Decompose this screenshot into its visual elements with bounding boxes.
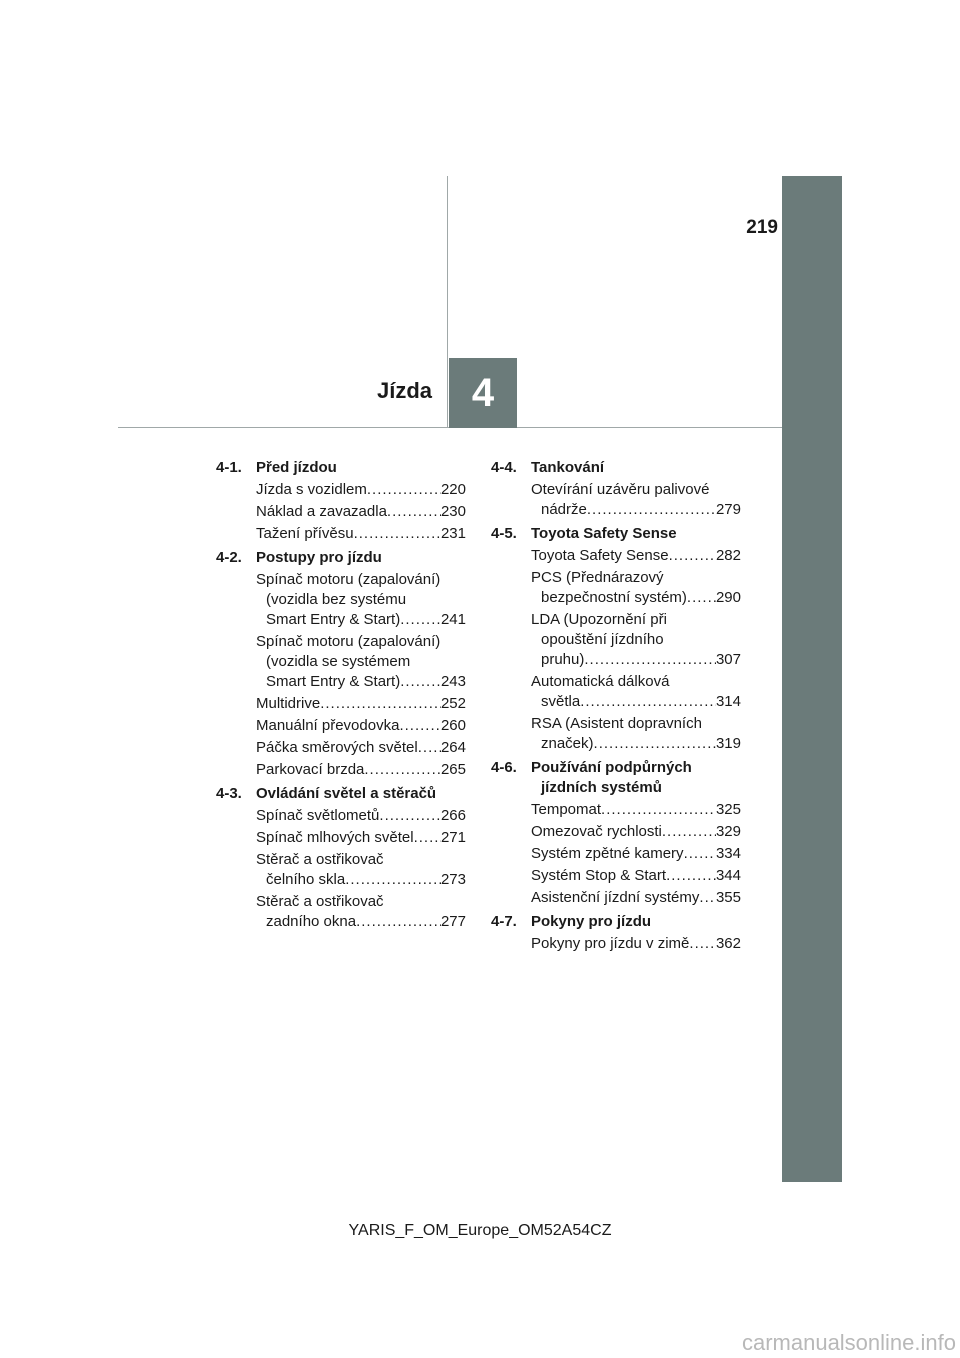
section-title-line: Ovládání světel a stěračů [256,785,437,802]
dot-leader [400,672,441,692]
section-number: 4-4. [491,459,517,476]
entry-line: Jízda s vozidlem [256,481,367,498]
section-number: 4-6. [491,759,517,776]
entry-page-number: 277 [440,913,466,930]
section-title [531,458,741,478]
toc-entry[interactable] [491,714,741,754]
dot-leader [584,650,716,670]
entry-line: LDA (Upozornění při [531,611,667,628]
toc-entry[interactable] [491,866,741,886]
toc-section [491,758,741,908]
chapter-side-tab [782,176,842,1182]
watermark: carmanualsonline.info [741,1330,956,1355]
entry-line: Systém zpětné kamery [531,845,684,862]
document-footer: YARIS_F_OM_Europe_OM52A54CZ [348,1222,612,1239]
toc-entry[interactable] [216,806,466,826]
entry-line: Otevírání uzávěru palivové [531,481,710,498]
entry-line: Spínač motoru (zapalování) [256,633,441,650]
section-title [531,912,741,932]
entry-line: pruhu) [541,651,585,668]
dot-leader [601,800,716,820]
entry-line: nádrže [541,501,587,518]
toc-section [491,912,741,954]
entry-page-number: 265 [440,761,466,778]
dot-leader [699,888,716,908]
entry-line: Stěrač a ostřikovač [256,893,384,910]
entry-line: Toyota Safety Sense [531,547,669,564]
dot-leader [587,500,716,520]
entry-line: Stěrač a ostřikovač [256,851,384,868]
toc-entry[interactable] [216,828,466,848]
dot-leader [689,934,716,954]
section-title-line: Toyota Safety Sense [531,525,677,542]
dot-leader [580,692,716,712]
dot-leader [666,866,716,886]
section-heading [491,524,741,544]
toc-section [491,524,741,754]
entry-page-number: 282 [715,547,741,564]
entry-line: Páčka směrových světel [256,739,418,756]
entry-page-number: 314 [715,693,741,710]
toc-entry[interactable] [216,570,466,630]
entry-line: PCS (Přednárazový [531,569,664,586]
dot-leader [684,844,716,864]
entry-line: Náklad a zavazadla [256,503,387,520]
dot-leader [354,524,441,544]
entry-page-number: 290 [715,589,741,606]
chapter-title: Jízda [376,378,432,403]
entry-page-number: 243 [440,673,466,690]
entry-page-number: 252 [440,695,466,712]
entry-line: Spínač mlhových světel [256,829,414,846]
dot-leader [387,502,441,522]
entry-line: bezpečnostní systém) [541,589,687,606]
entry-line: Smart Entry & Start) [266,611,401,628]
dot-leader [399,716,441,736]
entry-line: značek) [541,735,594,752]
dot-leader [662,822,716,842]
toc-entry[interactable] [491,934,741,954]
section-title-line: jízdních systémů [541,779,662,796]
entry-line: Systém Stop & Start [531,867,667,884]
section-title [256,784,466,804]
toc-entry[interactable] [491,480,741,520]
section-number: 4-2. [216,549,242,566]
toc-entry[interactable] [491,822,741,842]
dot-leader [418,738,441,758]
entry-line: Spínač motoru (zapalování) [256,571,441,588]
vertical-rule [447,176,448,428]
toc-entry[interactable] [491,800,741,820]
section-heading [491,758,741,798]
entry-page-number: 230 [440,503,466,520]
toc-entry[interactable] [491,844,741,864]
dot-leader [379,806,441,826]
section-title [256,548,466,568]
section-number: 4-1. [216,459,242,476]
entry-line: opouštění jízdního [541,631,664,648]
chapter-number-box: 4 [449,358,517,428]
entry-line: světla [541,693,581,710]
entry-page-number: 266 [440,807,466,824]
section-heading [216,458,466,478]
entry-page-number: 344 [715,867,741,884]
toc-entry[interactable] [216,850,466,890]
page-number: 219 [746,217,778,238]
entry-page-number: 355 [715,889,741,906]
toc-section [216,784,466,932]
section-title-line: Tankování [531,459,605,476]
entry-page-number: 325 [715,801,741,818]
dot-leader [414,828,441,848]
entry-page-number: 279 [715,501,741,518]
toc-entry[interactable] [216,524,466,544]
section-title-line: Pokyny pro jízdu [531,913,652,930]
toc-entry[interactable] [491,888,741,908]
entry-page-number: 231 [440,525,466,542]
entry-page-number: 271 [440,829,466,846]
section-title [256,458,466,478]
section-title-line: Před jízdou [256,459,337,476]
toc-entry[interactable] [216,892,466,932]
toc-section [216,458,466,544]
entry-page-number: 273 [440,871,466,888]
section-heading [216,548,466,568]
entry-line: Omezovač rychlosti [531,823,662,840]
entry-line: čelního skla [266,871,346,888]
entry-line: (vozidla bez systému [266,591,407,608]
entry-page-number: 362 [715,935,741,952]
entry-page-number: 241 [440,611,466,628]
entry-line: (vozidla se systémem [266,653,411,670]
toc-entry[interactable] [216,694,466,714]
toc-entry[interactable] [491,610,741,670]
section-title [531,524,741,544]
entry-page-number: 329 [715,823,741,840]
toc-entry[interactable] [216,632,466,692]
dot-leader [687,588,716,608]
toc-entry[interactable] [216,502,466,522]
toc-entry[interactable] [216,716,466,736]
dot-leader [320,694,441,714]
toc-section [216,548,466,780]
entry-line: Tempomat [531,801,602,818]
section-number: 4-5. [491,525,517,542]
toc-entry[interactable] [491,546,741,566]
toc-entry[interactable] [216,738,466,758]
toc-column-right [491,458,741,958]
dot-leader [345,870,441,890]
toc-section [491,458,741,520]
dot-leader [594,734,716,754]
entry-line: Parkovací brzda [256,761,365,778]
entry-line: Asistenční jízdní systémy [531,889,700,906]
section-title-line: Používání podpůrných [531,759,692,776]
entry-page-number: 307 [715,651,741,668]
section-heading [216,784,466,804]
section-heading [491,912,741,932]
dot-leader [367,480,441,500]
entry-line: Multidrive [256,695,321,712]
section-number: 4-7. [491,913,517,930]
section-title [531,758,741,798]
section-heading [491,458,741,478]
entry-line: Tažení přívěsu [256,525,354,542]
section-title-line: Postupy pro jízdu [256,549,382,566]
entry-line: Automatická dálková [531,673,670,690]
entry-page-number: 334 [715,845,741,862]
entry-line: Pokyny pro jízdu v zimě [531,935,690,952]
entry-page-number: 264 [440,739,466,756]
entry-line: zadního okna [266,913,357,930]
toc-entry[interactable] [491,672,741,712]
toc-entry[interactable] [491,568,741,608]
entry-line: Spínač světlometů [256,807,380,824]
section-number: 4-3. [216,785,242,802]
entry-line: Manuální převodovka [256,717,400,734]
entry-page-number: 220 [440,481,466,498]
toc-entry[interactable] [216,760,466,780]
dot-leader [669,546,716,566]
entry-page-number: 319 [715,735,741,752]
dot-leader [356,912,441,932]
entry-page-number: 260 [440,717,466,734]
toc-column-left [216,458,466,936]
entry-line: Smart Entry & Start) [266,673,401,690]
dot-leader [364,760,441,780]
dot-leader [400,610,441,630]
entry-line: RSA (Asistent dopravních [531,715,702,732]
toc-entry[interactable] [216,480,466,500]
